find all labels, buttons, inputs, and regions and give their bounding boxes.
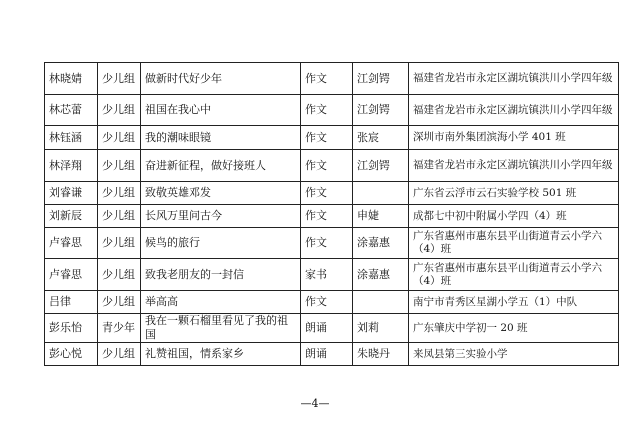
table-row	[45, 182, 619, 205]
table-row	[45, 205, 619, 228]
work-title: 奋进新征程，做好接班人	[141, 150, 301, 182]
work-title: 举高高	[141, 291, 301, 314]
age-group: 少儿组	[98, 291, 141, 314]
work-category: 朗诵	[301, 314, 353, 343]
participant-name: 刘新辰	[45, 205, 98, 228]
work-category: 作文	[301, 126, 353, 150]
age-group: 少儿组	[98, 63, 141, 95]
instructor: 张宸	[353, 126, 409, 150]
work-title: 致我老朋友的一封信	[141, 259, 301, 291]
table-row	[45, 228, 619, 259]
age-group: 少儿组	[98, 228, 141, 259]
instructor: 江剑锷	[353, 63, 409, 95]
age-group: 少儿组	[98, 205, 141, 228]
school-class: 福建省龙岩市永定区湖坑镇洪川小学四年级	[409, 95, 619, 126]
participant-name: 卢睿思	[45, 259, 98, 291]
table-row	[45, 259, 619, 291]
school-class: 福建省龙岩市永定区湖坑镇洪川小学四年级	[409, 150, 619, 182]
participant-name: 林钰涵	[45, 126, 98, 150]
work-category: 朗诵	[301, 343, 353, 366]
work-title: 我的潮味眼镜	[141, 126, 301, 150]
work-category: 作文	[301, 95, 353, 126]
table-row	[45, 150, 619, 182]
work-category: 作文	[301, 291, 353, 314]
work-title: 长风万里问古今	[141, 205, 301, 228]
school-class: 成都七中初中附属小学四（4）班	[409, 205, 619, 228]
age-group: 少儿组	[98, 150, 141, 182]
work-category: 作文	[301, 182, 353, 205]
instructor: 申婕	[353, 205, 409, 228]
school-class: 福建省龙岩市永定区湖坑镇洪川小学四年级	[409, 63, 619, 95]
participant-name: 林芯蕾	[45, 95, 98, 126]
age-group: 少儿组	[98, 126, 141, 150]
awards-table	[44, 62, 619, 366]
work-category: 作文	[301, 63, 353, 95]
work-title: 致敬英雄邓发	[141, 182, 301, 205]
instructor	[353, 291, 409, 314]
work-category: 作文	[301, 150, 353, 182]
school-class: 广东省惠州市惠东县平山街道青云小学六（4）班	[409, 228, 619, 259]
work-title: 礼赞祖国，情系家乡	[141, 343, 301, 366]
age-group: 少儿组	[98, 259, 141, 291]
participant-name: 林泽翔	[45, 150, 98, 182]
instructor: 涂嘉惠	[353, 228, 409, 259]
age-group: 少儿组	[98, 182, 141, 205]
work-title: 祖国在我心中	[141, 95, 301, 126]
table-row	[45, 343, 619, 366]
work-category: 作文	[301, 228, 353, 259]
table-row	[45, 126, 619, 150]
school-class: 来凤县第三实验小学	[409, 343, 619, 366]
participant-name: 彭乐怡	[45, 314, 98, 343]
instructor: 江剑锷	[353, 95, 409, 126]
table-row	[45, 291, 619, 314]
table-row	[45, 95, 619, 126]
table-row	[45, 63, 619, 95]
instructor: 涂嘉惠	[353, 259, 409, 291]
school-class: 南宁市青秀区星湖小学五（1）中队	[409, 291, 619, 314]
school-class: 广东肇庆中学初一 20 班	[409, 314, 619, 343]
page-number: —4—	[300, 397, 330, 410]
age-group: 少儿组	[98, 343, 141, 366]
work-title: 候鸟的旅行	[141, 228, 301, 259]
awards-table-body	[45, 63, 619, 366]
participant-name: 卢睿思	[45, 228, 98, 259]
work-category: 作文	[301, 205, 353, 228]
participant-name: 刘睿谦	[45, 182, 98, 205]
participant-name: 林晓婧	[45, 63, 98, 95]
participant-name: 彭心悦	[45, 343, 98, 366]
participant-name: 吕律	[45, 291, 98, 314]
school-class: 深圳市南外集团滨海小学 401 班	[409, 126, 619, 150]
instructor	[353, 182, 409, 205]
instructor: 刘莉	[353, 314, 409, 343]
table-row	[45, 314, 619, 343]
instructor: 江剑锷	[353, 150, 409, 182]
age-group: 少儿组	[98, 95, 141, 126]
work-category: 家书	[301, 259, 353, 291]
school-class: 广东省惠州市惠东县平山街道青云小学六（4）班	[409, 259, 619, 291]
school-class: 广东省云浮市云石实验学校 501 班	[409, 182, 619, 205]
age-group: 青少年	[98, 314, 141, 343]
instructor: 朱晓丹	[353, 343, 409, 366]
work-title: 做新时代好少年	[141, 63, 301, 95]
work-title: 我在一颗石榴里看见了我的祖国	[141, 314, 301, 343]
